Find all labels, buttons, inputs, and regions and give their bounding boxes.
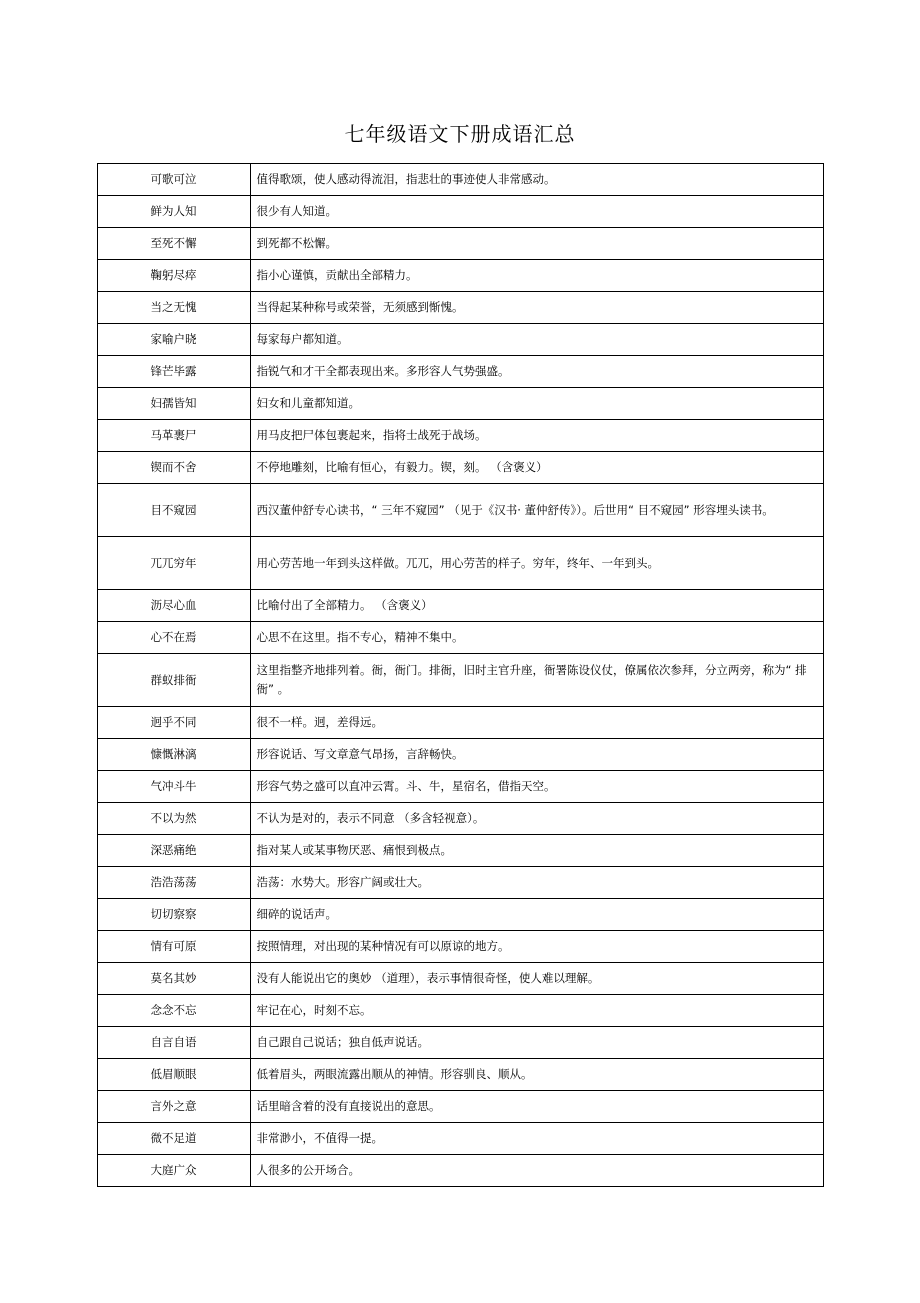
table-row (97, 1059, 823, 1091)
table-row (97, 771, 823, 803)
idiom-term: 兀兀穷年 (97, 537, 250, 590)
idiom-term: 家喻户晓 (97, 324, 250, 356)
idiom-term: 气冲斗牛 (97, 771, 250, 803)
idiom-term: 当之无愧 (97, 292, 250, 324)
idiom-definition: 到死都不松懈。 (250, 228, 823, 260)
idiom-definition: 西汉董仲舒专心读书，“ 三年不窥园” （见于《汉书· 董仲舒传》）。后世用“ 目不窥园” 形容埋头读书。 (250, 484, 823, 537)
idiom-definition: 形容气势之盛可以直冲云霄。斗、牛，星宿名，借指天空。 (250, 771, 823, 803)
table-row (97, 1027, 823, 1059)
idiom-definition: 很不一样。迥，差得远。 (250, 707, 823, 739)
idiom-term: 深恶痛绝 (97, 835, 250, 867)
idiom-term: 群蚁排衙 (97, 654, 250, 707)
idiom-term: 锲而不舍 (97, 452, 250, 484)
table-row (97, 654, 823, 707)
idiom-term: 马革裹尸 (97, 420, 250, 452)
page-title: 七年级语文下册成语汇总 (344, 122, 576, 146)
table-row (97, 1123, 823, 1155)
idiom-table (97, 163, 824, 1187)
table-row (97, 292, 823, 324)
table-row (97, 537, 823, 590)
idiom-term: 可歌可泣 (97, 164, 250, 196)
idiom-table-body (97, 164, 823, 1187)
idiom-definition: 牢记在心，时刻不忘。 (250, 995, 823, 1027)
table-row (97, 867, 823, 899)
table-row (97, 1155, 823, 1187)
table-row (97, 995, 823, 1027)
table-row (97, 164, 823, 196)
idiom-definition: 值得歌颂，使人感动得流泪，指悲壮的事迹使人非常感动。 (250, 164, 823, 196)
idiom-term: 情有可原 (97, 931, 250, 963)
idiom-definition: 低着眉头，两眼流露出顺从的神情。形容驯良、顺从。 (250, 1059, 823, 1091)
idiom-term: 心不在焉 (97, 622, 250, 654)
idiom-term: 低眉顺眼 (97, 1059, 250, 1091)
idiom-definition: 这里指整齐地排列着。衙，衙门。排衙，旧时主官升座，衙署陈设仪仗，僚属依次参拜，分立两旁，称为“ 排衙” 。 (250, 654, 823, 707)
idiom-term: 不以为然 (97, 803, 250, 835)
idiom-term: 至死不懈 (97, 228, 250, 260)
idiom-definition: 不停地雕刻，比喻有恒心，有毅力。锲，刻。 （含褒义） (250, 452, 823, 484)
table-row (97, 590, 823, 622)
table-row (97, 835, 823, 867)
idiom-definition: 比喻付出了全部精力。 （含褒义） (250, 590, 823, 622)
table-row (97, 196, 823, 228)
idiom-term: 莫名其妙 (97, 963, 250, 995)
table-row (97, 228, 823, 260)
idiom-term: 沥尽心血 (97, 590, 250, 622)
idiom-term: 浩浩荡荡 (97, 867, 250, 899)
idiom-term: 迥乎不同 (97, 707, 250, 739)
idiom-definition: 指小心谨慎，贡献出全部精力。 (250, 260, 823, 292)
idiom-definition: 每家每户都知道。 (250, 324, 823, 356)
idiom-term: 自言自语 (97, 1027, 250, 1059)
idiom-definition: 不认为是对的，表示不同意 （多含轻视意）。 (250, 803, 823, 835)
idiom-definition: 用马皮把尸体包裹起来，指将士战死于战场。 (250, 420, 823, 452)
idiom-definition: 没有人能说出它的奥妙 （道理），表示事情很奇怪，使人难以理解。 (250, 963, 823, 995)
idiom-definition: 指对某人或某事物厌恶、痛恨到极点。 (250, 835, 823, 867)
idiom-term: 念念不忘 (97, 995, 250, 1027)
idiom-term: 微不足道 (97, 1123, 250, 1155)
idiom-term: 目不窥园 (97, 484, 250, 537)
idiom-definition: 话里暗含着的没有直接说出的意思。 (250, 1091, 823, 1123)
idiom-term: 言外之意 (97, 1091, 250, 1123)
table-row (97, 388, 823, 420)
idiom-term: 慷慨淋漓 (97, 739, 250, 771)
idiom-term: 切切察察 (97, 899, 250, 931)
table-row (97, 260, 823, 292)
table-row (97, 324, 823, 356)
idiom-definition: 非常渺小，不值得一提。 (250, 1123, 823, 1155)
idiom-definition: 心思不在这里。指不专心，精神不集中。 (250, 622, 823, 654)
table-row (97, 707, 823, 739)
table-row (97, 452, 823, 484)
table-row (97, 1091, 823, 1123)
table-row (97, 484, 823, 537)
idiom-definition: 浩荡：水势大。形容广阔或壮大。 (250, 867, 823, 899)
idiom-term: 鞠躬尽瘁 (97, 260, 250, 292)
table-row (97, 420, 823, 452)
idiom-definition: 人很多的公开场合。 (250, 1155, 823, 1187)
idiom-definition: 很少有人知道。 (250, 196, 823, 228)
table-row (97, 963, 823, 995)
idiom-definition: 妇女和儿童都知道。 (250, 388, 823, 420)
idiom-term: 妇孺皆知 (97, 388, 250, 420)
idiom-term: 大庭广众 (97, 1155, 250, 1187)
table-row (97, 739, 823, 771)
idiom-definition: 自己跟自己说话；独自低声说话。 (250, 1027, 823, 1059)
idiom-definition: 当得起某种称号或荣誉，无须感到惭愧。 (250, 292, 823, 324)
idiom-term: 锋芒毕露 (97, 356, 250, 388)
table-row (97, 356, 823, 388)
table-row (97, 931, 823, 963)
table-row (97, 899, 823, 931)
idiom-definition: 用心劳苦地一年到头这样做。兀兀，用心劳苦的样子。穷年，终年、一年到头。 (250, 537, 823, 590)
idiom-definition: 细碎的说话声。 (250, 899, 823, 931)
idiom-definition: 指锐气和才干全都表现出来。多形容人气势强盛。 (250, 356, 823, 388)
idiom-definition: 按照情理，对出现的某种情况有可以原谅的地方。 (250, 931, 823, 963)
idiom-term: 鲜为人知 (97, 196, 250, 228)
idiom-definition: 形容说话、写文章意气昂扬，言辞畅快。 (250, 739, 823, 771)
table-row (97, 803, 823, 835)
table-row (97, 622, 823, 654)
